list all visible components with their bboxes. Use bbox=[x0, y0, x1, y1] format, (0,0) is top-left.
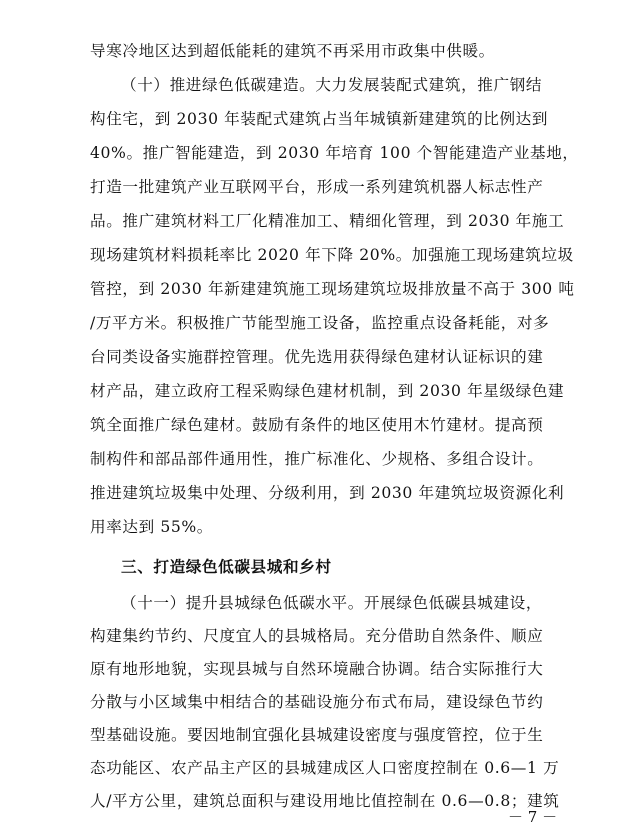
page-number: － 7 － bbox=[508, 808, 558, 826]
text-line: 品。推广建筑材料工厂化精准加工、精细化管理，到 2030 年施工 bbox=[90, 212, 565, 230]
text-line: 制构件和部品部件通用性，推广标准化、少规格、多组合设计。 bbox=[90, 450, 544, 468]
text-line: 导寒冷地区达到超低能耗的建筑不再采用市政集中供暖。 bbox=[90, 42, 495, 60]
text-line: 筑全面推广绿色建材。鼓励有条件的地区使用木竹建材。提高预 bbox=[90, 416, 544, 434]
text-line: 态功能区、农产品主产区的县城建成区人口密度控制在 0.6—1 万 bbox=[90, 759, 560, 777]
text-line: 用率达到 55%。 bbox=[90, 518, 213, 536]
paragraph-10-start: （十）推进绿色低碳建造。大力发展装配式建筑，推广钢结 bbox=[121, 76, 543, 94]
text-line: 原有地形地貌，实现县城与自然环境融合协调。结合实际推行大 bbox=[90, 660, 544, 678]
text-line: 分散与小区域集中相结合的基础设施分布式布局，建设绿色节约 bbox=[90, 693, 544, 711]
text-line: 管控，到 2030 年新建建筑施工现场建筑垃圾排放量不高于 300 吨 bbox=[90, 280, 575, 298]
text-line: 人/平方公里，建筑总面积与建设用地比值控制在 0.6—0.8；建筑 bbox=[90, 792, 560, 810]
text-line: 构建集约节约、尺度宜人的县城格局。充分借助自然条件、顺应 bbox=[90, 627, 544, 645]
text-line: 构住宅，到 2030 年装配式建筑占当年城镇新建建筑的比例达到 bbox=[90, 110, 549, 128]
text-line: 型基础设施。要因地制宜强化县城建设密度与强度管控，位于生 bbox=[90, 726, 544, 744]
text-line: /万平方米。积极推广节能型施工设备，监控重点设备耗能，对多 bbox=[90, 314, 550, 332]
paragraph-11-start: （十一）提升县城绿色低碳水平。开展绿色低碳县城建设， bbox=[121, 594, 543, 612]
section-heading: 三、打造绿色低碳县城和乡村 bbox=[121, 558, 332, 576]
text-line: 材产品，建立政府工程采购绿色建材机制，到 2030 年星级绿色建 bbox=[90, 382, 565, 400]
text-line: 40%。推广智能建造，到 2030 年培育 100 个智能建造产业基地， bbox=[90, 144, 579, 162]
text-line: 推进建筑垃圾集中处理、分级利用，到 2030 年建筑垃圾资源化利 bbox=[90, 484, 565, 502]
text-line: 打造一批建筑产业互联网平台，形成一系列建筑机器人标志性产 bbox=[90, 178, 544, 196]
text-line: 台同类设备实施群控管理。优先选用获得绿色建材认证标识的建 bbox=[90, 348, 544, 366]
text-line: 现场建筑材料损耗率比 2020 年下降 20%。加强施工现场建筑垃圾 bbox=[90, 246, 574, 264]
